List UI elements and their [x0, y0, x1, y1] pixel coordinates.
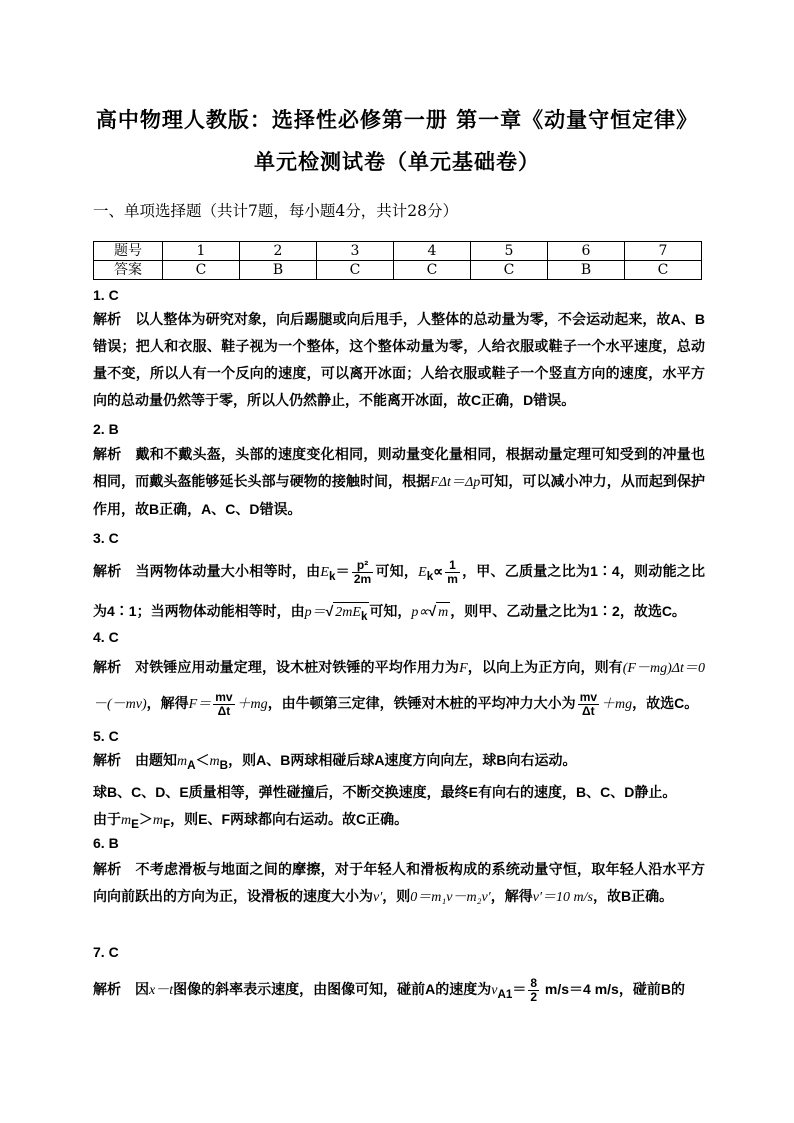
formula-subscript: A1 [497, 987, 513, 1001]
formula-symbol: ＋mg [601, 697, 633, 712]
explanation-label: 解析 [93, 981, 121, 997]
formula-result: v′＝10 m/s [532, 890, 593, 905]
fraction [528, 977, 539, 1004]
explanation-text: ，由牛顿第三定律，铁锤对木桩的平均冲力大小为 [267, 695, 576, 711]
formula-symbol: E [418, 565, 427, 580]
formula-symbol: m [438, 604, 449, 620]
explanation-text: ，甲、乙质量之比为1∶4，则动能之比为4∶1；当两物体动能相等时，由 [93, 563, 706, 619]
question-2-explanation [93, 441, 705, 523]
answer-table-row-numbers [94, 242, 702, 261]
formula-symbol: p∝ [411, 604, 429, 620]
explanation-text: 当两物体动量大小相等时，由 [135, 563, 321, 579]
explanation-text: 图像的斜率表示速度，由图像可知，碰前A的速度为 [173, 981, 492, 997]
formula-symbol: E [320, 565, 329, 580]
table-cell: 1 [163, 242, 240, 261]
fraction-denominator: m [447, 571, 458, 586]
table-cell: C [317, 261, 394, 280]
square-root [436, 602, 450, 619]
square-root [333, 602, 369, 623]
table-cell: C [394, 261, 471, 280]
explanation-text: 可知， [375, 563, 419, 579]
table-cell: 5 [471, 242, 548, 261]
formula-symbol: m [177, 754, 188, 769]
explanation-text: 因 [135, 981, 149, 997]
table-cell: 6 [548, 242, 625, 261]
question-5-answer: 5. C [93, 728, 119, 744]
explanation-text: ，以向上为正方向，则有 [467, 659, 623, 675]
question-4-explanation [93, 650, 705, 722]
explanation-text: 对铁锤应用动量定理，设木桩对铁锤的平均作用力为 [135, 659, 460, 675]
explanation-text: m/s＝4 m/s，碰前B的 [541, 981, 685, 997]
question-3-explanation: 解析 当两物体动量大小相等时，由$E_k=$ $\frac{\text{p²}}{2m}$ 可知，$E_k\propto$ $\frac{1}{m}$ ，甲、乙质量之比为1∶4，则动能之比为4∶1；当两物体动能相等时，由p＝√ $2mE_k$ 可知，p∝√ m ，则甲、乙动量之比为1∶2，故选C。 [93, 557, 706, 623]
explanation-text: ，故B正确。 [592, 888, 674, 904]
fraction-denominator: 2 [530, 989, 538, 1004]
formula-subscript: A [187, 758, 196, 772]
fraction [352, 559, 373, 586]
fraction [445, 559, 460, 586]
table-cell: 2 [240, 242, 317, 261]
explanation-text: ，则甲、乙动量之比为1∶2，故选C。 [450, 602, 686, 619]
table-cell: 7 [625, 242, 702, 261]
explanation-text: ，则A、B两球相碰后球A速度方向向左，球B向右运动。 [228, 752, 577, 768]
formula-momentum: (F－mg)Δt＝0－(－mv) [93, 661, 706, 712]
formula-subscript: k [426, 569, 434, 583]
fraction [213, 691, 234, 718]
formula-symbol: ＝ [335, 563, 350, 579]
question-7-answer: 7. C [93, 944, 119, 960]
section-heading: 一、单项选择题（共计7题，每小题4分，共计28分） [93, 202, 458, 220]
table-cell: C [471, 261, 548, 280]
question-6-answer: 6. B [93, 835, 119, 851]
explanation-text: ，解得 [490, 888, 533, 904]
formula-subscript: B [219, 758, 229, 772]
explanation-text: 球B、C、D、E质量相等，弹性碰撞后，不断交换速度，最终E有向右的速度，B、C、D静止。 [93, 783, 677, 800]
formula-symbol: ＋mg [236, 697, 268, 712]
explanation-text: 由于 [93, 810, 121, 827]
explanation-text: 戴和不戴头盔，头部的速度变化相同，则动量变化量相同，根据动量定理可知受到的冲量也相同，而戴头盔能够延长头部与硬物的接触时间，根据 [93, 446, 706, 489]
table-cell-header: 答案 [94, 261, 163, 280]
answer-table [93, 241, 702, 280]
formula-subscript: k [360, 609, 368, 623]
formula-symbol: v [491, 983, 498, 998]
explanation-label: 解析 [93, 311, 122, 327]
formula-symbol: 2mE [335, 604, 361, 620]
explanation-text: ，解得 [146, 695, 189, 711]
question-3-answer: 3. C [93, 530, 119, 546]
explanation-label: 解析 [93, 861, 122, 877]
explanation-text: 由题知 [135, 752, 177, 768]
explanation-text: 以人整体为研究对象，向后踢腿或向后甩手，人整体的总动量为零，不会运动起来，故A、B错误；把人和衣服、鞋子视为一个整体，这个整体动量为零，人给衣服或鞋子一个水平速度，总动量不变，所以人有一个反向的速度，可以离开冰面；人给衣服或鞋子一个竖直方向的速度，水平方向的总动量仍然等于零，所以人仍然静止，不能离开冰面，故C正确，D错误。 [93, 311, 706, 408]
formula-subscript: F [163, 817, 171, 831]
formula-symbol: p＝ [304, 604, 326, 620]
formula-symbol: m [152, 812, 164, 828]
fraction-denominator: Δt [217, 703, 231, 718]
formula-momentum: 0＝m₁v－m₂v′ [410, 890, 491, 905]
fraction-numerator: p² [352, 559, 373, 573]
explanation-label: 解析 [93, 446, 122, 462]
explanation-text: ，故选C。 [632, 695, 699, 711]
explanation-text: 不考虑滑板与地面之间的摩擦，对于年轻人和滑板构成的系统动量守恒，取年轻人沿水平方向向前跃出的方向为正，设滑板的速度大小为 [93, 861, 706, 904]
fraction-numerator: 8 [530, 975, 538, 990]
page-title: 高中物理人教版：选择性必修第一册 第一章《动量守恒定律》 [95, 107, 699, 132]
question-1-answer: 1. C [93, 287, 119, 303]
fraction-denominator: Δt [582, 703, 595, 718]
formula-symbol: ＞ [138, 810, 153, 827]
fraction-numerator: mv [579, 689, 598, 704]
question-6-explanation [93, 856, 705, 911]
fraction-denominator: 2m [353, 571, 372, 586]
formula-symbol: F [459, 661, 468, 676]
formula-subscript: E [131, 817, 139, 831]
question-7-explanation [93, 972, 705, 1012]
table-cell: 3 [317, 242, 394, 261]
formula-impulse: FΔt＝Δp [430, 475, 481, 490]
explanation-label: 解析 [93, 563, 122, 579]
fraction [578, 691, 599, 718]
explanation-text: ，则E、F两球都向右运动。故C正确。 [170, 810, 409, 827]
question-1-explanation [93, 306, 705, 414]
fraction-numerator: mv [215, 689, 233, 704]
table-cell: C [163, 261, 240, 280]
formula-symbol: F＝ [188, 697, 212, 712]
table-cell: C [625, 261, 702, 280]
page-subtitle: 单元检测试卷（单元基础卷） [254, 149, 540, 174]
formula-symbol: x－t [149, 983, 174, 998]
formula-symbol: ＜ [195, 752, 210, 768]
formula-subscript: k [328, 569, 336, 583]
explanation-text: 可知，可以减小冲力，从而起到保护作用，故B正确，A、C、D错误。 [93, 473, 706, 517]
table-cell-header: 题号 [94, 242, 163, 261]
answer-table-row-answers [94, 261, 702, 280]
table-cell: B [548, 261, 625, 280]
table-cell: B [240, 261, 317, 280]
formula-symbol: m [209, 754, 220, 769]
explanation-label: 解析 [93, 659, 122, 675]
formula-symbol: m [121, 812, 132, 828]
question-5-explanation [93, 747, 705, 838]
formula-symbol: ＝ [512, 981, 527, 997]
question-2-answer: 2. B [93, 421, 119, 437]
explanation-text: ，则 [382, 888, 411, 904]
explanation-text: 可知， [369, 602, 412, 619]
formula-symbol: ∝ [433, 563, 444, 579]
explanation-label: 解析 [93, 752, 121, 768]
table-cell: 4 [394, 242, 471, 261]
fraction-numerator: 1 [445, 559, 460, 573]
formula-symbol: v′ [373, 890, 383, 905]
question-4-answer: 4. C [93, 629, 119, 645]
